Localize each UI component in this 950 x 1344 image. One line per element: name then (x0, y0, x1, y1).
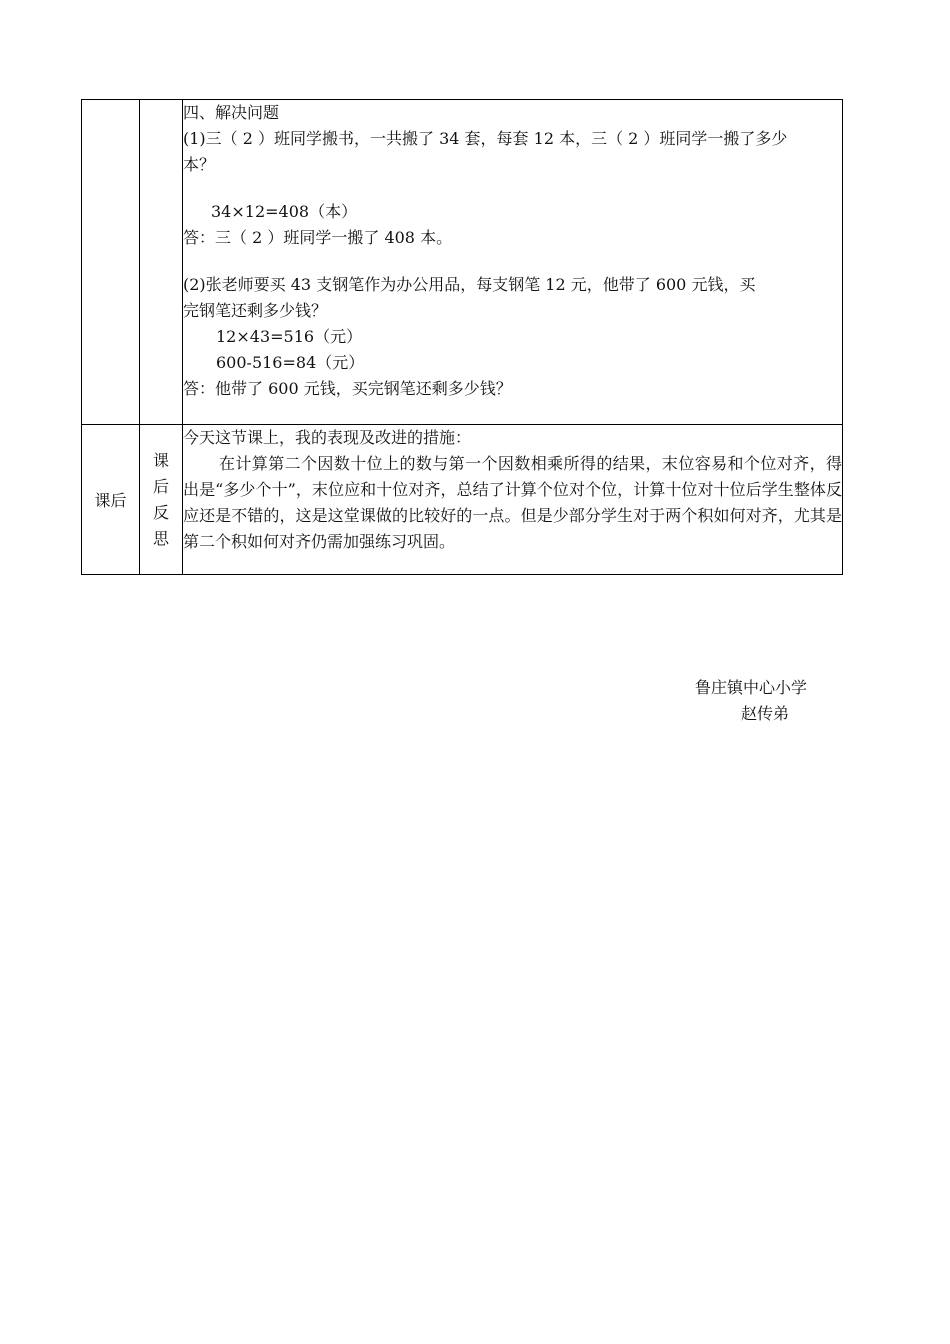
reflection-content (183, 425, 843, 575)
problem1-question-line1: (1)三（ 2 ）班同学搬书，一共搬了 34 套，每套 12 本，三（ 2 ）班同学一搬了多少 (183, 129, 788, 148)
reflection-intro: 今天这节课上，我的表现及改进的措施： (183, 428, 472, 447)
problem2-answer: 答：他带了 600 元钱，买完钢笔还剩多少钱？ (183, 379, 512, 398)
problem2-question-line1: (2)张老师要买 43 支钢笔作为办公用品，每支钢笔 12 元，他带了 600 元钱，买 (183, 275, 756, 294)
after-class-label: 课后 (82, 425, 140, 575)
reflection-vertical-label (140, 425, 183, 575)
blank-line (183, 251, 842, 272)
problem1-question-line2: 本？ (183, 155, 216, 174)
problem2-calculation-2: 600-516=84（元） (216, 353, 365, 372)
empty-label-cell (140, 100, 183, 425)
problem1-calculation: 34×12=408（本） (211, 202, 358, 221)
problem1-answer: 答：三（ 2 ）班同学一搬了 408 本。 (183, 228, 453, 247)
problem-solving-content (183, 100, 843, 425)
reflection-label-char: 后 (152, 476, 169, 496)
empty-stage-cell (82, 100, 140, 425)
author-name: 赵传弟 (741, 704, 790, 723)
school-name: 鲁庄镇中心小学 (695, 678, 808, 697)
problem2-question-line2: 完钢笔还剩多少钱？ (183, 301, 328, 320)
reflection-body: 在计算第二个因数十位上的数与第一个因数相乘所得的结果，末位容易和个位对齐，得出是“多少个十”，末位应和十位对齐，总结了计算个位对个位，计算十位对十位后学生整体反应还是不错的，这是这堂课做的比较好的一点。但是少部分学生对于两个积如何对齐，尤其是第二个积如何对齐仍需加强练习巩固。 (183, 454, 842, 551)
problem2-calculation-1: 12×43=516（元） (216, 327, 363, 346)
reflection-label-char: 反 (152, 502, 169, 522)
lesson-plan-table (81, 99, 843, 575)
blank-line (183, 178, 842, 199)
problem-solving-row (82, 100, 843, 425)
reflection-label-char: 课 (152, 450, 169, 470)
reflection-label-char: 思 (152, 528, 169, 548)
reflection-row (82, 425, 843, 575)
section-heading: 四、解决问题 (183, 103, 280, 122)
